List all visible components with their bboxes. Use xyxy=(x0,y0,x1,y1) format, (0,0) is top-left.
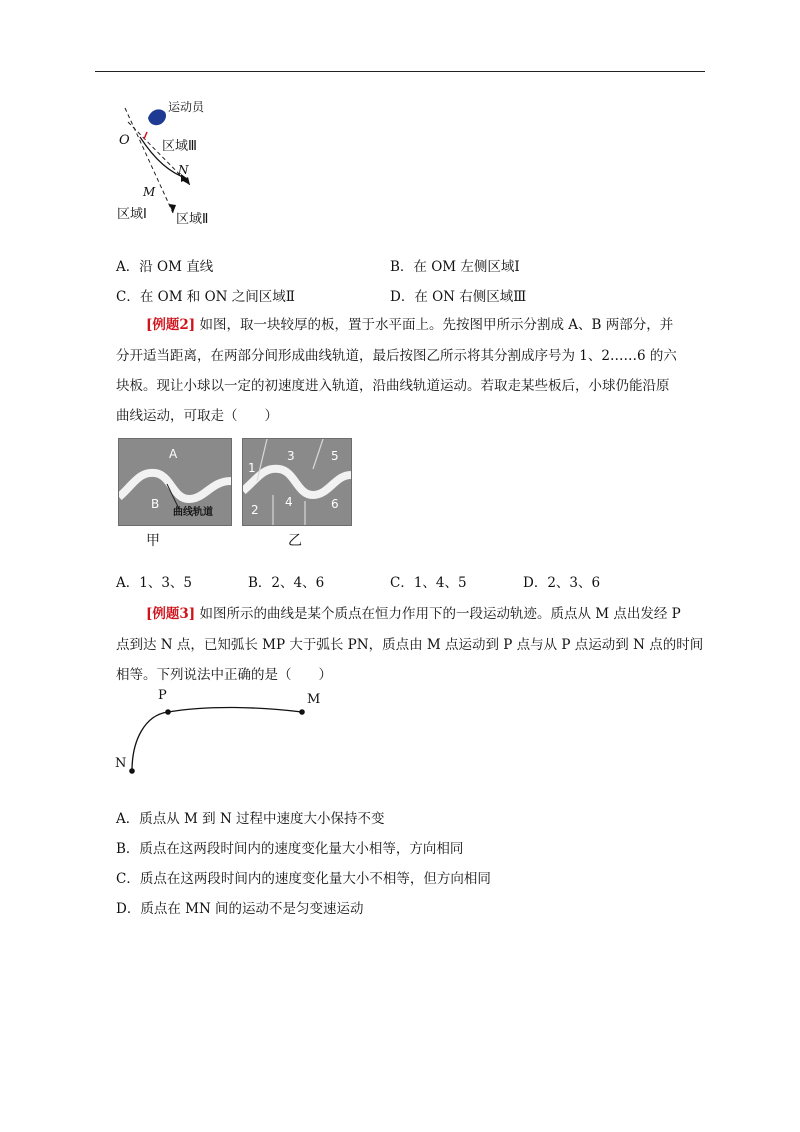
board-3-label: 3 xyxy=(287,449,295,463)
q3-trajectory xyxy=(110,685,330,785)
board-2-label: 2 xyxy=(251,503,259,517)
q1-option-a: A．沿 OM 直线 xyxy=(116,259,214,275)
header-rule xyxy=(95,71,705,72)
point-n-label: N xyxy=(178,163,189,177)
point-o-label: O xyxy=(119,133,130,148)
region3-label: 区域Ⅲ xyxy=(162,139,197,154)
board-b-label: B xyxy=(151,497,160,511)
track-label: 曲线轨道 xyxy=(173,507,213,518)
board-5-label: 5 xyxy=(331,449,339,463)
board-a-label: A xyxy=(169,447,178,461)
q3-option-d: D．质点在 MN 间的运动不是匀变速运动 xyxy=(116,901,364,917)
q3-option-c: C．质点在这两段时间内的速度变化量大小不相等，但方向相同 xyxy=(116,871,491,887)
caption-yi: 乙 xyxy=(288,533,302,549)
q2-tag: [例题2] xyxy=(146,317,196,333)
q3-stem-line-1: [例题3] 如图所示的曲线是某个质点在恒力作用下的一段运动轨迹。质点从 M 点出发经 P xyxy=(146,606,681,622)
athlete-label: 运动员 xyxy=(168,100,205,114)
q1-option-b: B．在 OM 左侧区域Ⅰ xyxy=(390,259,520,275)
q2-option-b: B．2、4、6 xyxy=(248,575,325,591)
region1-label: 区域Ⅰ xyxy=(117,207,147,222)
point-m-label-q3: M xyxy=(307,692,321,707)
q2-stem-line-2: 分开适当距离，在两部分间形成曲线轨道，最后按图乙所示将其分割成序号为 1、2……6 的六 xyxy=(116,348,677,364)
q2-option-a: A．1、3、5 xyxy=(116,575,193,591)
q2-option-d: D．2、3、6 xyxy=(523,575,601,591)
q3-option-a: A．质点从 M 到 N 过程中速度大小保持不变 xyxy=(116,811,385,827)
board-4-label: 4 xyxy=(285,495,293,509)
q2-photo-yi xyxy=(242,438,352,526)
q3-tag: [例题3] xyxy=(146,606,196,622)
q2-stem-line-1: [例题2] 如图，取一块较厚的板，置于水平面上。先按图甲所示分割成 A、B 两部分，并 xyxy=(146,317,674,333)
q3-option-b: B．质点在这两段时间内的速度变化量大小相等，方向相同 xyxy=(116,841,464,857)
board-6-label: 6 xyxy=(331,497,339,511)
caption-jia: 甲 xyxy=(146,533,160,549)
q1-option-c: C．在 OM 和 ON 之间区域Ⅱ xyxy=(116,289,295,305)
q1-option-d: D．在 ON 右侧区域Ⅲ xyxy=(390,289,527,305)
athlete-icon xyxy=(148,109,166,125)
q2-option-c: C．1、4、5 xyxy=(390,575,467,591)
point-m-label: M xyxy=(143,185,156,199)
q2-stem-line-3: 块板。现让小球以一定的初速度进入轨道，沿曲线轨道运动。若取走某些板后，小球仍能沿原 xyxy=(116,378,670,394)
point-n-label-q3: N xyxy=(115,756,127,771)
board-1-label: 1 xyxy=(248,461,256,475)
q2-photo-jia xyxy=(118,438,232,526)
q3-stem-line-2: 点到达 N 点，已知弧长 MP 大于弧长 PN，质点由 M 点运动到 P 点与从 P 点运动到 N 点的时间 xyxy=(116,637,704,653)
q2-stem-line-4: 曲线运动，可取走（ ） xyxy=(116,408,278,424)
q3-stem-line-3: 相等。下列说法中正确的是（ ） xyxy=(116,667,332,683)
region2-label: 区域Ⅱ xyxy=(176,212,209,227)
point-p-label: P xyxy=(158,688,167,703)
